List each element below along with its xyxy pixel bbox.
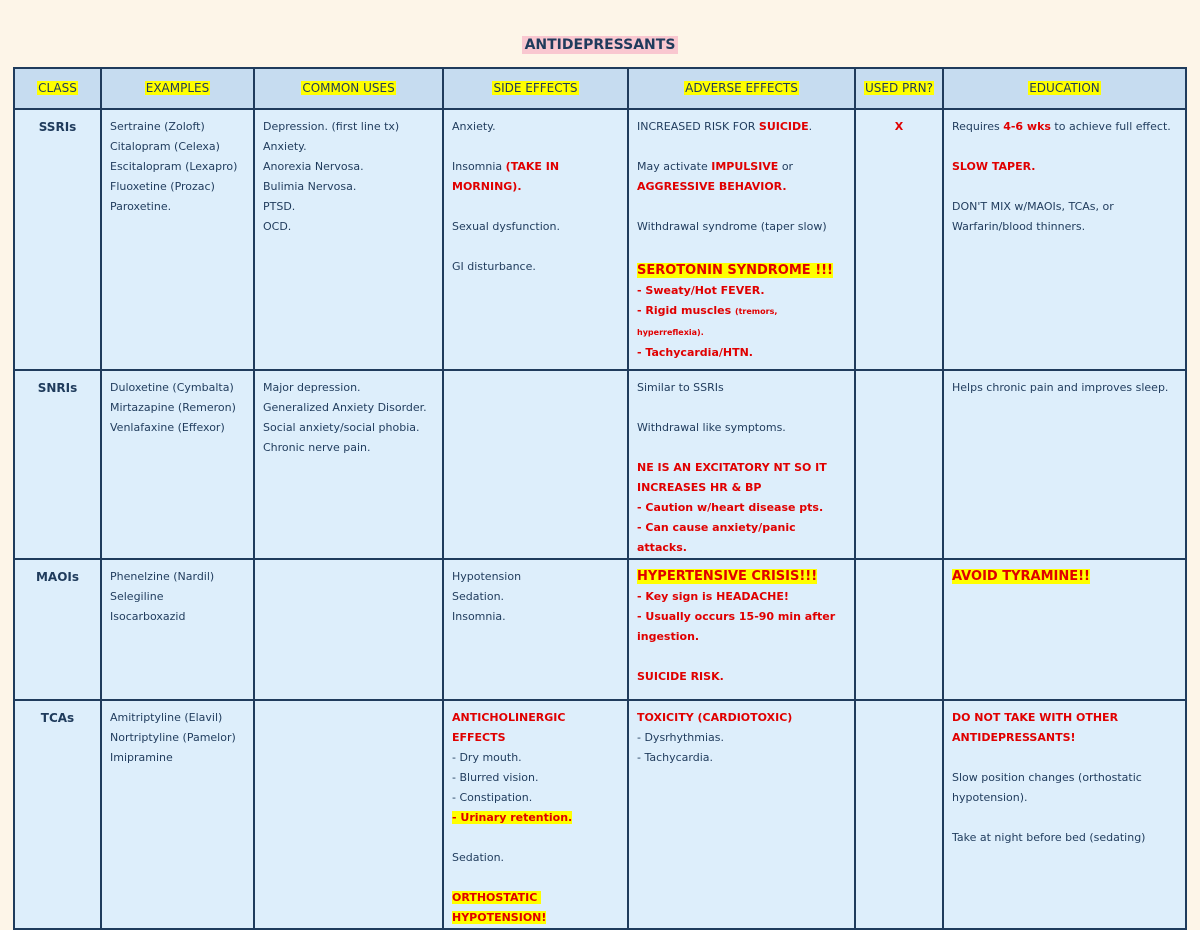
- header-side-effects: SIDE EFFECTS: [443, 68, 628, 109]
- header-class: CLASS: [14, 68, 101, 109]
- class-cell: SSRIs: [14, 109, 101, 370]
- education-cell: [943, 559, 1186, 700]
- adverse-effects-cell: HYPERTENSIVE CRISIS!!! - Key sign is HEADACHE! - Usually occurs 15-90 min after ingestion. SUICIDE RISK.: [628, 559, 855, 700]
- header-used-prn: USED PRN?: [855, 68, 943, 109]
- header-row: [14, 68, 1186, 109]
- adverse-effects-cell: Similar to SSRIs Withdrawal like symptoms. NE IS AN EXCITATORY NT SO IT INCREASES HR & BP - Caution w/heart disease pts. - Can cause anxiety/panic attacks.: [628, 370, 855, 559]
- table-row-maoi: [14, 559, 1186, 700]
- side-effects-cell: [443, 370, 628, 559]
- side-effects-cell: Hypotension Sedation. Insomnia.: [443, 559, 628, 700]
- serotonin-syndrome-warning: SEROTONIN SYNDROME !!!: [637, 263, 833, 278]
- prn-cell: [855, 700, 943, 929]
- examples-cell: Sertraine (Zoloft) Citalopram (Celexa) Escitalopram (Lexapro) Fluoxetine (Prozac) Paroxetine.: [101, 109, 254, 370]
- document-title: ANTIDEPRESSANTS: [522, 36, 679, 54]
- table-row-tca: [14, 700, 1186, 929]
- uses-cell: Major depression. Generalized Anxiety Disorder. Social anxiety/social phobia. Chronic nerve pain.: [254, 370, 443, 559]
- antidepressants-table: [13, 67, 1187, 930]
- adverse-effects-cell: TOXICITY (CARDIOTOXIC) - Dysrhythmias. - Tachycardia.: [628, 700, 855, 929]
- education-cell: DO NOT TAKE WITH OTHER ANTIDEPRESSANTS! Slow position changes (orthostatic hypotension). Take at night before bed (sedating): [943, 700, 1186, 929]
- examples-cell: Amitriptyline (Elavil) Nortriptyline (Pamelor) Imipramine: [101, 700, 254, 929]
- table-row-snri: [14, 370, 1186, 559]
- header-education: EDUCATION: [943, 68, 1186, 109]
- table-row-ssri: [14, 109, 1186, 370]
- prn-cell: [855, 559, 943, 700]
- orthostatic-warning: ORTHOSTATIC HYPOTENSION!: [452, 891, 547, 924]
- prn-mark: X: [894, 120, 904, 133]
- uses-cell: [254, 559, 443, 700]
- uses-cell: [254, 700, 443, 929]
- side-effects-cell: Anxiety. Insomnia (TAKE IN MORNING). Sexual dysfunction. GI disturbance.: [443, 109, 628, 370]
- header-examples: EXAMPLES: [101, 68, 254, 109]
- header-common-uses: COMMON USES: [254, 68, 443, 109]
- education-cell: Requires 4-6 wks to achieve full effect. SLOW TAPER. DON'T MIX w/MAOIs, TCAs, or Warfarin/blood thinners.: [943, 109, 1186, 370]
- prn-cell: [855, 109, 943, 370]
- adverse-effects-cell: INCREASED RISK FOR SUICIDE. May activate IMPULSIVE or AGGRESSIVE BEHAVIOR. Withdrawal syndrome (taper slow) SEROTONIN SYNDROME !!! - Sweaty/Hot FEVER. - Rigid muscles (tremors, hyperreflexia). - Tachycardia/HTN.: [628, 109, 855, 370]
- class-cell: TCAs: [14, 700, 101, 929]
- document-title-wrap: [0, 34, 1200, 53]
- avoid-tyramine-warning: AVOID TYRAMINE!!: [952, 569, 1090, 584]
- class-cell: MAOIs: [14, 559, 101, 700]
- class-cell: SNRIs: [14, 370, 101, 559]
- side-effects-cell: ANTICHOLINERGIC EFFECTS - Dry mouth. - Blurred vision. - Constipation. - Urinary retention. Sedation. ORTHOSTATIC HYPOTENSION!: [443, 700, 628, 929]
- uses-cell: Depression. (first line tx) Anxiety. Anorexia Nervosa. Bulimia Nervosa. PTSD. OCD.: [254, 109, 443, 370]
- header-adverse-effects: ADVERSE EFFECTS: [628, 68, 855, 109]
- examples-cell: Duloxetine (Cymbalta) Mirtazapine (Remeron) Venlafaxine (Effexor): [101, 370, 254, 559]
- prn-cell: [855, 370, 943, 559]
- examples-cell: Phenelzine (Nardil) Selegiline Isocarboxazid: [101, 559, 254, 700]
- hypertensive-crisis-warning: HYPERTENSIVE CRISIS!!!: [637, 569, 818, 584]
- education-cell: Helps chronic pain and improves sleep.: [943, 370, 1186, 559]
